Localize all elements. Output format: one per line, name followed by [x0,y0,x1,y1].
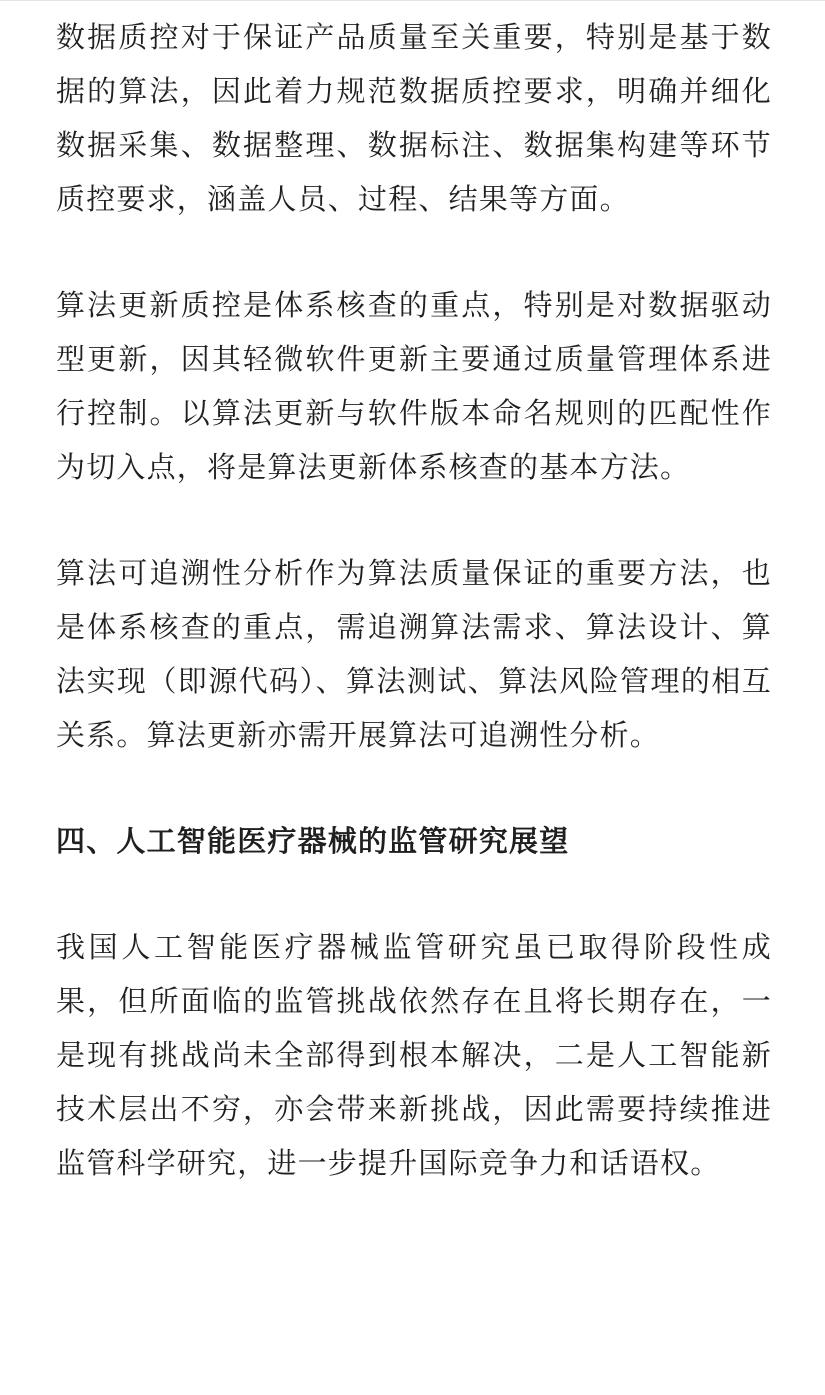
paragraph-algorithm-update: 算法更新质控是体系核查的重点，特别是对数据驱动型更新，因其轻微软件更新主要通过质量管理体系进行控制。以算法更新与软件版本命名规则的匹配性作为切入点，将是算法更新体系核查的基本方法。 [56,288,772,484]
paragraph-data-quality: 数据质控对于保证产品质量至关重要，特别是基于数据的算法，因此着力规范数据质控要求，明确并细化数据采集、数据整理、数据标注、数据集构建等环节质控要求，涵盖人员、过程、结果等方面。 [56,20,772,216]
paragraph-traceability: 算法可追溯性分析作为算法质量保证的重要方法，也是体系核查的重点，需追溯算法需求、算法设计、算法实现（即源代码）、算法测试、算法风险管理的相互关系。算法更新亦需开展算法可追溯性分析。 [56,556,772,752]
top-divider [0,0,825,1]
paragraph-outlook: 我国人工智能医疗器械监管研究虽已取得阶段性成果，但所面临的监管挑战依然存在且将长期存在，一是现有挑战尚未全部得到根本解决，二是人工智能新技术层出不穷，亦会带来新挑战，因此需要持续推进监管科学研究，进一步提升国际竞争力和话语权。 [56,930,772,1180]
section-heading: 四、人工智能医疗器械的监管研究展望 [56,824,570,858]
article-body [56,10,772,1242]
